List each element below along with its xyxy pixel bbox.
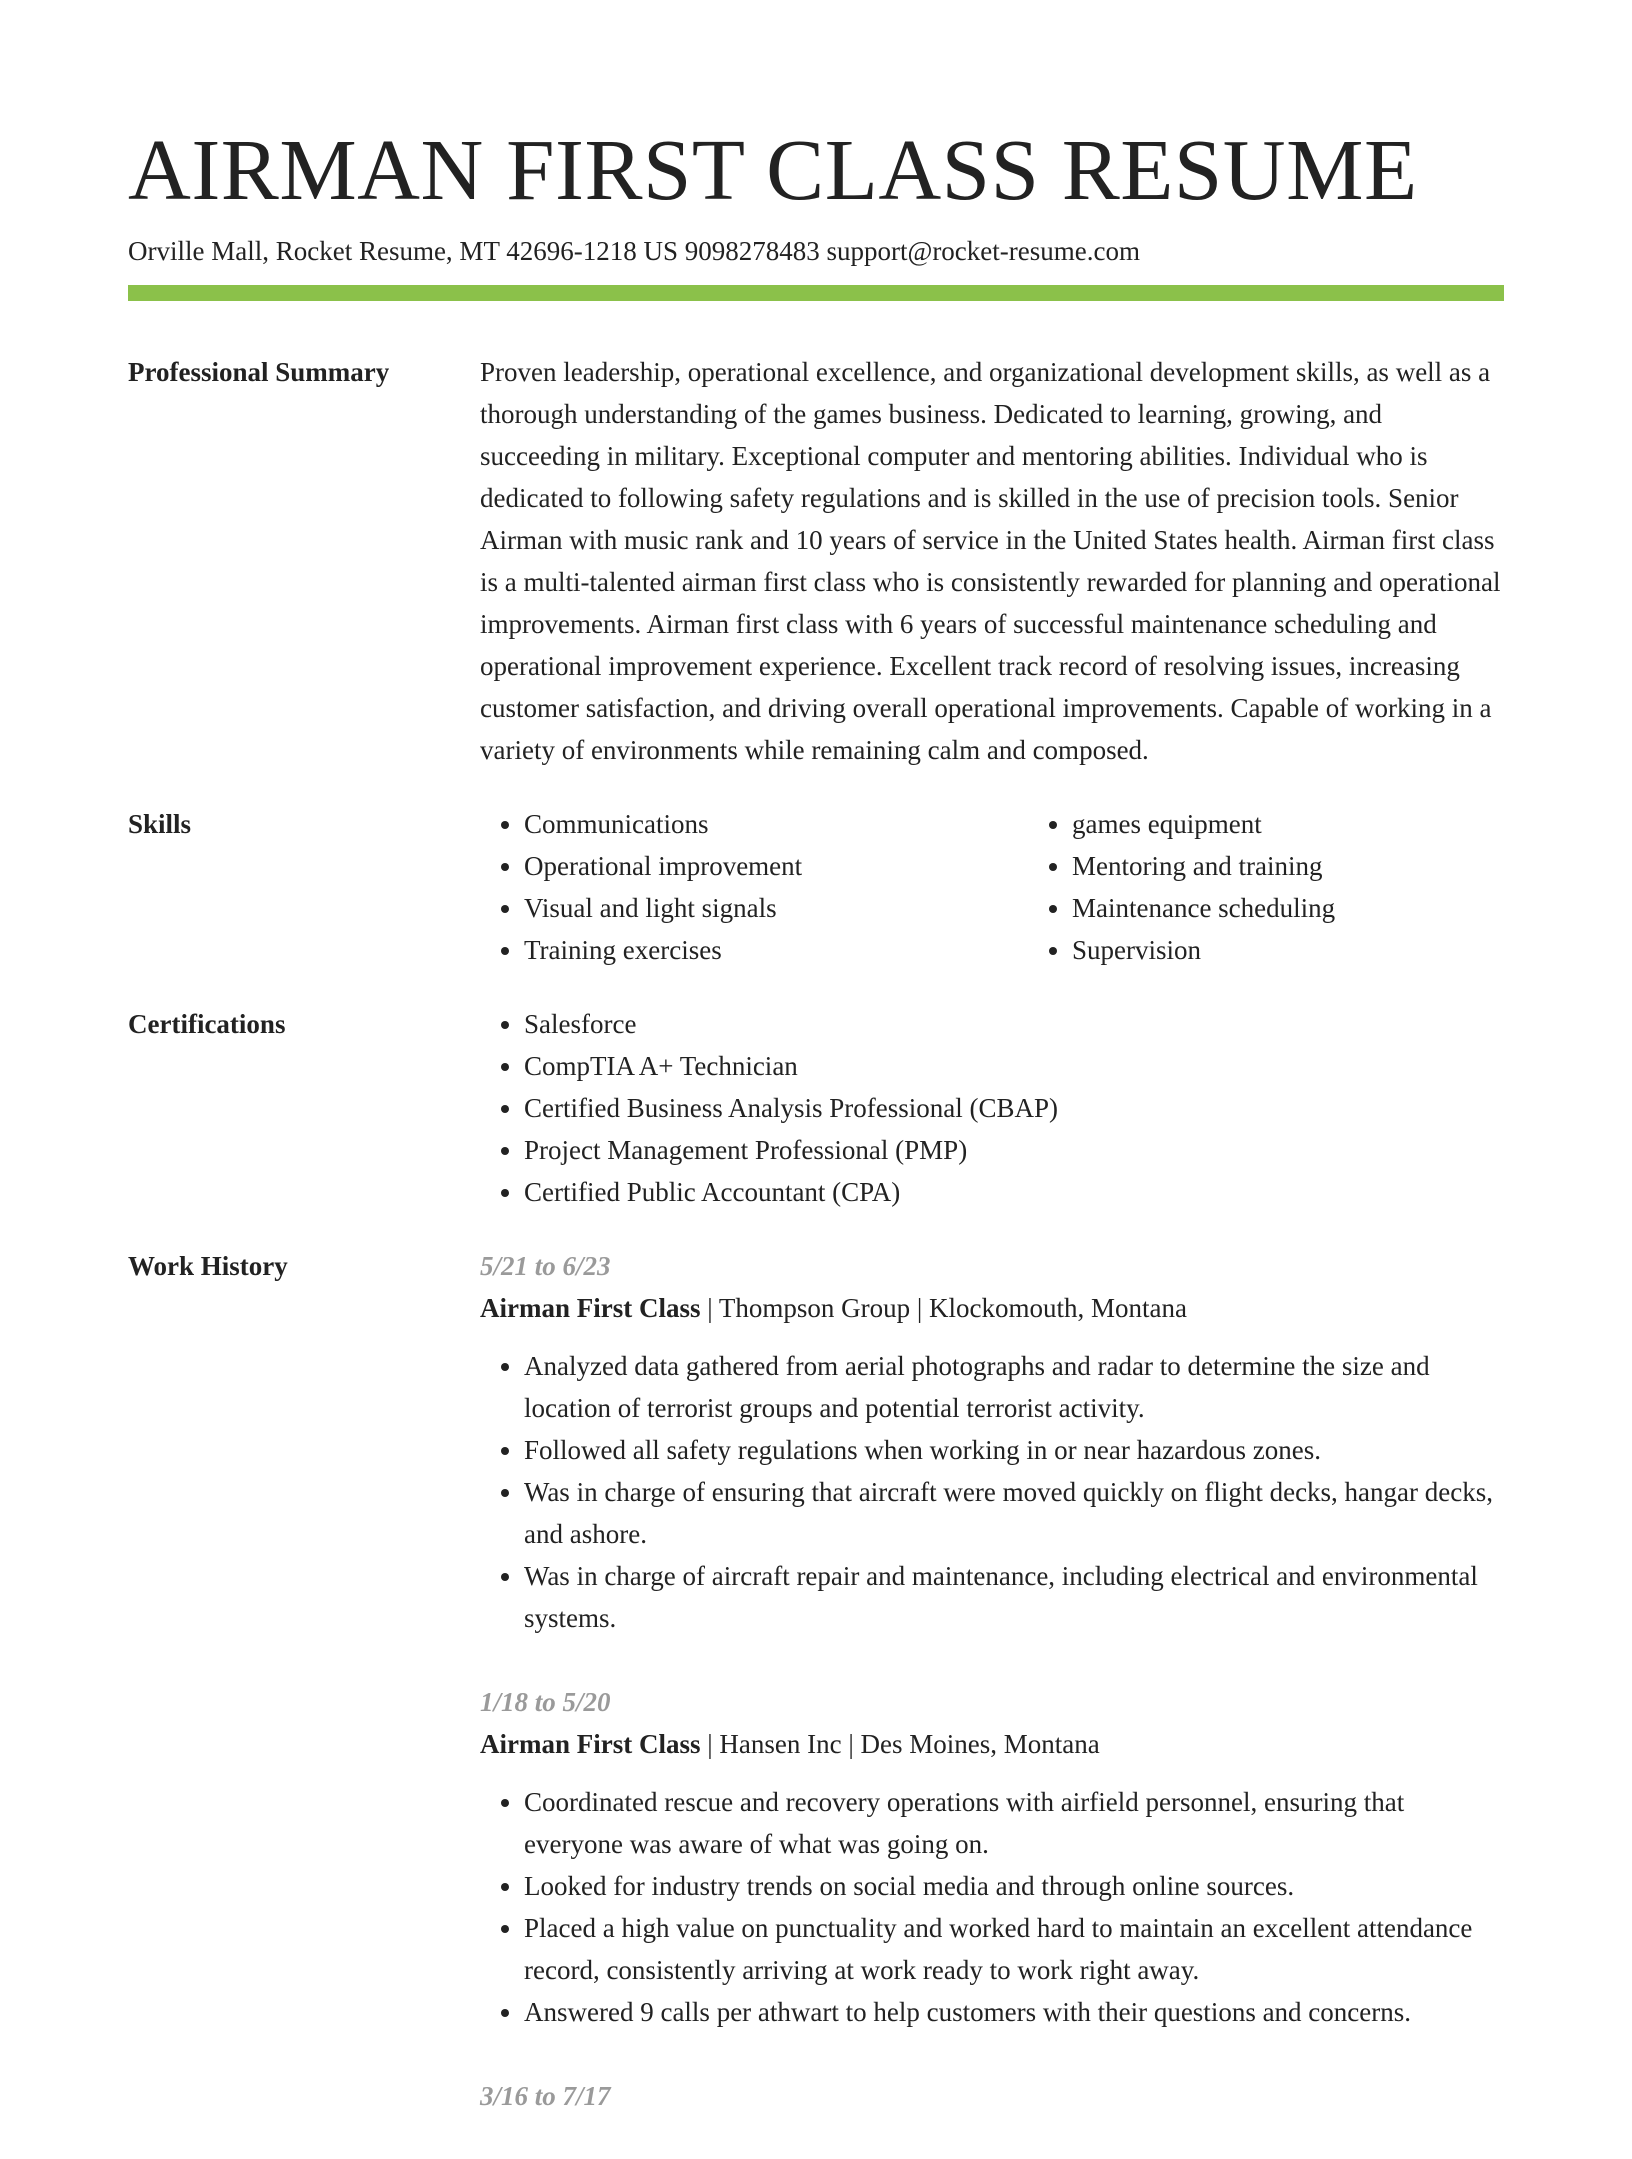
job-bullet: • Answered 9 calls per athwart to help customers with their questions and concerns. xyxy=(524,1991,1504,2033)
skills-list-right xyxy=(1028,803,1576,971)
summary-heading: Professional Summary xyxy=(128,357,390,387)
job-dates: 5/21 to 6/23 xyxy=(480,1251,611,1281)
skills-section xyxy=(128,803,1504,971)
resume-title: AIRMAN FIRST CLASS RESUME xyxy=(128,121,1418,218)
skill-item: • Training exercises xyxy=(524,929,1028,971)
resume-page xyxy=(128,120,1504,2159)
job-dates: 1/18 to 5/20 xyxy=(480,1687,611,1717)
skill-item: • games equipment xyxy=(1072,803,1576,845)
certifications-list xyxy=(480,1003,1504,1213)
skills-list-left xyxy=(480,803,1028,971)
job-header xyxy=(480,1287,1504,1329)
contact-line: Orville Mall, Rocket Resume, MT 42696-1218 US 9098278483 support@rocket-resume.com xyxy=(128,236,1140,266)
job-bullet: • Analyzed data gathered from aerial photographs and radar to determine the size and location of terrorist groups and potential terrorist activity. xyxy=(524,1345,1504,1429)
summary-section xyxy=(128,351,1504,771)
work-history-section xyxy=(128,1245,1504,2159)
job-entry xyxy=(480,1681,1504,2033)
job-bullet: • Followed all safety regulations when working in or near hazardous zones. xyxy=(524,1429,1504,1471)
job-header xyxy=(480,1723,1504,1765)
job-bullet: • Was in charge of aircraft repair and maintenance, including electrical and environmental systems. xyxy=(524,1555,1504,1639)
certification-item: • Project Management Professional (PMP) xyxy=(524,1129,1504,1171)
skill-item: • Visual and light signals xyxy=(524,887,1028,929)
certification-item: • CompTIA A+ Technician xyxy=(524,1045,1504,1087)
job-title: Airman First Class xyxy=(480,1729,701,1759)
job-entry xyxy=(480,2075,1504,2117)
skill-item: • Mentoring and training xyxy=(1072,845,1576,887)
skills-heading: Skills xyxy=(128,809,192,839)
accent-divider xyxy=(128,285,1504,301)
skill-item: • Communications xyxy=(524,803,1028,845)
summary-text: Proven leadership, operational excellence, and organizational development skills, as well as a thorough understanding of the games business. Dedicated to learning, growing, and succeeding in military. Exceptional computer and mentoring abilities. Individual who is dedicated to following safety regulations and is skilled in the use of precision tools. Senior Airman with music rank and 10 years of service in the United States health. Airman first class is a multi-talented airman first class who is consistently rewarded for planning and operational improvements. Airman first class with 6 years of successful maintenance scheduling and operational improvement experience. Excellent track record of resolving issues, increasing customer satisfaction, and driving overall operational improvements. Capable of working in a variety of environments while remaining calm and composed. xyxy=(480,357,1501,765)
skill-item: • Operational improvement xyxy=(524,845,1028,887)
certification-item: • Certified Business Analysis Professional (CBAP) xyxy=(524,1087,1504,1129)
certification-item: • Certified Public Accountant (CPA) xyxy=(524,1171,1504,1213)
certifications-heading: Certifications xyxy=(128,1009,286,1039)
job-employer-location: | Thompson Group | Klockomouth, Montana xyxy=(700,1293,1188,1323)
work-history-heading: Work History xyxy=(128,1251,288,1281)
skill-item: • Maintenance scheduling xyxy=(1072,887,1576,929)
job-bullet: • Was in charge of ensuring that aircraft were moved quickly on flight decks, hangar decks, and ashore. xyxy=(524,1471,1504,1555)
certifications-section xyxy=(128,1003,1504,1213)
job-bullets xyxy=(480,1345,1504,1639)
certification-item: • Salesforce xyxy=(524,1003,1504,1045)
job-employer-location: | Hansen Inc | Des Moines, Montana xyxy=(700,1729,1100,1759)
job-dates: 3/16 to 7/17 xyxy=(480,2081,611,2111)
job-bullet: • Placed a high value on punctuality and worked hard to maintain an excellent attendance record, consistently arriving at work ready to work right away. xyxy=(524,1907,1504,1991)
job-bullets xyxy=(480,1781,1504,2033)
job-bullet: • Looked for industry trends on social media and through online sources. xyxy=(524,1865,1504,1907)
skill-item: • Supervision xyxy=(1072,929,1576,971)
job-entry xyxy=(480,1245,1504,1639)
job-title: Airman First Class xyxy=(480,1293,701,1323)
job-bullet: • Coordinated rescue and recovery operations with airfield personnel, ensuring that everyone was aware of what was going on. xyxy=(524,1781,1504,1865)
